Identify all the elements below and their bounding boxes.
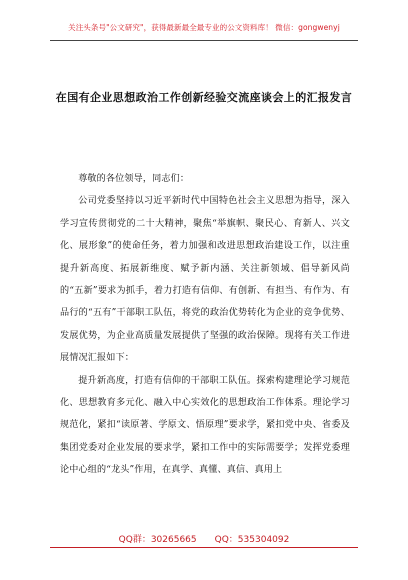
document-title: 在国有企业思想政治工作创新经验交流座谈会上的汇报发言 <box>55 91 353 104</box>
header-notice: 关注头条号"公文研究"，获得最新最全最专业的公文资料库！ 微信：gongwenyj <box>68 23 340 32</box>
document-body <box>60 168 350 482</box>
body-paragraph-2: 提升新高度，打造有信仰的干部职工队伍。探索构建理论学习规范化、思想教育多元化、融入中心实效化的思想政治工作体系。理论学习规范化，紧扣“读原著、学原文、悟原理”要求学，紧扣党中央、省委及集团党委对企业发展的要求学，紧扣工作中的实际需要学；发挥党委理论中心组的“龙头”作用，在真学、真懂、真信、真用上 <box>60 375 350 476</box>
footer-qq-group: QQ群：30265665 <box>118 535 197 545</box>
body-paragraph-1: 公司党委坚持以习近平新时代中国特色社会主义思想为指导，深入学习宣传贯彻党的二十大精神，聚焦“举旗帜、聚民心、育新人、兴文化、展形象”的使命任务，着力加强和改进思想政治建设工作，以注重提升新高度、拓展新维度、赋予新内涵、关注新领域、倡导新风尚的“五新”要求为抓手，着力打造有信仰、有创新、有担当、有作为、有品行的“五有”干部职工队伍，将党的政治优势转化为企业的竞争优势、发展优势，为企业高质量发展提供了坚强的政治保障。现将有关工作进展情况汇报如下： <box>60 196 350 364</box>
footer-divider <box>50 547 358 548</box>
footer-qq: QQ：535304092 <box>214 535 290 545</box>
salutation: 尊敬的各位领导，同志们： <box>78 174 190 184</box>
footer-contact <box>0 532 408 545</box>
header-divider <box>50 40 358 41</box>
